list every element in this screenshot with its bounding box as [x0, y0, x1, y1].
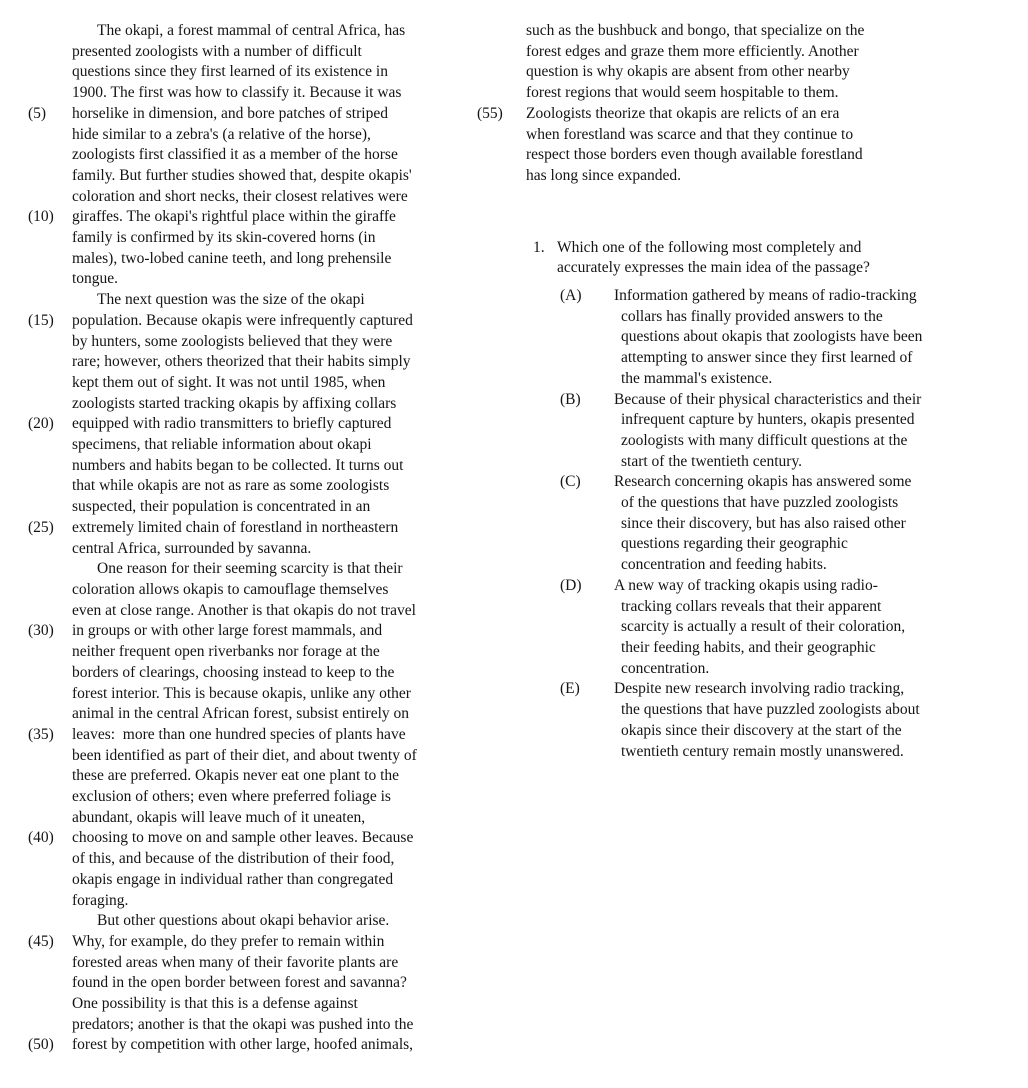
- passage-line-text: respect those borders even though available forestland: [526, 146, 863, 164]
- passage-line: [28, 249, 493, 270]
- passage-line: [28, 166, 493, 187]
- passage-line: [477, 145, 985, 166]
- line-number: [477, 145, 526, 166]
- passage-lines-left: [28, 21, 493, 1056]
- passage-line: [28, 870, 493, 891]
- passage-line: [28, 766, 493, 787]
- answer-option: [560, 679, 985, 762]
- line-number: [28, 808, 72, 829]
- passage-line-text: of this, and because of the distribution of their food,: [72, 850, 395, 868]
- passage-line: [28, 435, 493, 456]
- line-number: [28, 269, 72, 290]
- option-text-line: questions about okapis that zoologists have been: [621, 328, 923, 346]
- line-number: [28, 83, 72, 104]
- line-number: [28, 994, 72, 1015]
- passage-line: [28, 787, 493, 808]
- passage-line: [28, 145, 493, 166]
- passage-line-text: zoologists started tracking okapis by affixing collars: [72, 394, 397, 412]
- passage-line-text: kept them out of sight. It was not until 1985, when: [72, 373, 386, 391]
- line-number: [28, 62, 72, 83]
- passage-line: [477, 42, 985, 63]
- passage-line-text: numbers and habits began to be collected. It turns out: [72, 456, 404, 474]
- passage-line-text: 1900. The first was how to classify it. Because it was: [72, 84, 402, 102]
- line-number: [28, 394, 72, 415]
- line-number: [28, 435, 72, 456]
- option-text-line: Information gathered by means of radio-tracking: [614, 287, 917, 305]
- passage-line: [28, 601, 493, 622]
- passage-line-text: zoologists first classified it as a member of the horse: [72, 146, 398, 164]
- passage-line: [28, 849, 493, 870]
- passage-line-text: leaves: more than one hundred species of plants have: [72, 725, 406, 743]
- passage-line-text: forest interior. This is because okapis, unlike any other: [72, 684, 411, 702]
- passage-line-text: by hunters, some zoologists believed that they were: [72, 332, 393, 350]
- passage-line: [28, 953, 493, 974]
- line-number: [28, 870, 72, 891]
- passage-line-text: found in the open border between forest and savanna?: [72, 974, 407, 992]
- line-number: (35): [28, 725, 54, 743]
- passage-line: [28, 476, 493, 497]
- passage-line: [28, 621, 493, 642]
- passage-line-text: abundant, okapis will leave much of it uneaten,: [72, 808, 366, 826]
- passage-line: [28, 808, 493, 829]
- option-text-line: tracking collars reveals that their apparent: [621, 597, 882, 615]
- passage-line-text: presented zoologists with a number of difficult: [72, 42, 362, 60]
- right-column: [477, 21, 985, 762]
- passage-line: [28, 269, 493, 290]
- passage-line: [28, 725, 493, 746]
- passage-line: [28, 1015, 493, 1036]
- passage-line: [28, 62, 493, 83]
- passage-line: [28, 684, 493, 705]
- line-number: (40): [28, 829, 54, 847]
- passage-line-text: specimens, that reliable information about okapi: [72, 436, 372, 454]
- passage-line-text: suspected, their population is concentrated in an: [72, 498, 371, 516]
- passage-line: [28, 414, 493, 435]
- passage-line: [28, 311, 493, 332]
- passage-line: [28, 104, 493, 125]
- line-number: [28, 911, 72, 932]
- passage-line-text: central Africa, surrounded by savanna.: [72, 539, 312, 557]
- answer-options: [533, 286, 985, 762]
- line-number: [477, 42, 526, 63]
- passage-line: [28, 228, 493, 249]
- option-text-line: their feeding habits, and their geographic: [621, 638, 876, 656]
- line-number: [28, 849, 72, 870]
- line-number: (25): [28, 518, 54, 536]
- option-text-line: concentration and feeding habits.: [621, 556, 827, 574]
- passage-line: [28, 42, 493, 63]
- passage-line-text: even at close range. Another is that okapis do not travel: [72, 601, 416, 619]
- option-text-line: Research concerning okapis has answered some: [614, 473, 912, 491]
- line-number: [28, 21, 72, 42]
- passage-line-text: hide similar to a zebra's (a relative of the horse),: [72, 125, 371, 143]
- passage-line-text: these are preferred. Okapis never eat one plant to the: [72, 767, 400, 785]
- option-letter: (B): [560, 390, 581, 408]
- passage-left-column: [28, 21, 493, 1056]
- option-letter: (D): [560, 576, 582, 594]
- passage-line: [28, 663, 493, 684]
- line-number: [28, 145, 72, 166]
- option-text-line: infrequent capture by hunters, okapis presented: [621, 411, 915, 429]
- option-text-line: questions regarding their geographic: [621, 535, 848, 553]
- line-number: [477, 125, 526, 146]
- passage-line-text: question is why okapis are absent from other nearby: [526, 63, 850, 81]
- line-number: [28, 1015, 72, 1036]
- line-number: (30): [28, 622, 54, 640]
- option-letter: (A): [560, 287, 582, 305]
- passage-line: [28, 125, 493, 146]
- line-number: [477, 21, 526, 42]
- option-letter: (C): [560, 473, 581, 491]
- passage-line: [477, 21, 985, 42]
- passage-line-text: One reason for their seeming scarcity is that their: [97, 560, 403, 578]
- passage-line-text: males), two-lobed canine teeth, and long prehensile: [72, 249, 392, 267]
- line-number: (50): [28, 1036, 54, 1054]
- line-number: [28, 497, 72, 518]
- line-number: [477, 166, 526, 187]
- passage-line-text: forested areas when many of their favorite plants are: [72, 953, 399, 971]
- passage-line-text: that while okapis are not as rare as some zoologists: [72, 477, 390, 495]
- question-text: [557, 238, 985, 279]
- option-text-line: collars has finally provided answers to the: [621, 307, 883, 325]
- answer-option: [560, 286, 985, 390]
- passage-line: [28, 456, 493, 477]
- passage-line: [28, 911, 493, 932]
- passage-line-text: family is confirmed by its skin-covered horns (in: [72, 229, 376, 247]
- option-text-line: scarcity is actually a result of their coloration,: [621, 618, 906, 636]
- passage-line-text: One possibility is that this is a defense against: [72, 995, 358, 1013]
- passage-line: [28, 373, 493, 394]
- line-number: [28, 42, 72, 63]
- passage-line-text: borders of clearings, choosing instead to keep to the: [72, 663, 395, 681]
- passage-line: [477, 166, 985, 187]
- passage-line: [28, 21, 493, 42]
- answer-option: [560, 472, 985, 576]
- line-number: [28, 332, 72, 353]
- option-text-line: of the questions that have puzzled zoologists: [621, 494, 899, 512]
- passage-line: [28, 207, 493, 228]
- passage-line-text: in groups or with other large forest mammals, and: [72, 622, 383, 640]
- answer-option: [560, 576, 985, 680]
- line-number: [28, 580, 72, 601]
- line-number: [28, 187, 72, 208]
- passage-line-text: family. But further studies showed that, despite okapis': [72, 166, 412, 184]
- passage-line: [28, 518, 493, 539]
- question-text-line: Which one of the following most completely and: [557, 238, 862, 256]
- passage-line-text: population. Because okapis were infrequently captured: [72, 311, 413, 329]
- passage-line: [28, 891, 493, 912]
- option-text: [614, 679, 985, 762]
- passage-line-text: such as the bushbuck and bongo, that specialize on the: [526, 22, 865, 39]
- option-text: [614, 472, 985, 576]
- question-number: 1.: [533, 238, 545, 256]
- passage-line-text: has long since expanded.: [526, 166, 681, 184]
- passage-line: [28, 642, 493, 663]
- line-number: (10): [28, 208, 54, 226]
- passage-line-text: But other questions about okapi behavior arise.: [97, 912, 390, 930]
- line-number: [28, 290, 72, 311]
- line-number: [28, 249, 72, 270]
- option-text-line: Despite new research involving radio tracking,: [614, 680, 905, 698]
- passage-line: [28, 332, 493, 353]
- line-number: [28, 456, 72, 477]
- passage-line: [28, 290, 493, 311]
- passage-line-text: forest edges and graze them more efficiently. Another: [526, 42, 859, 60]
- line-number: [28, 559, 72, 580]
- passage-line-text: extremely limited chain of forestland in northeastern: [72, 518, 399, 536]
- passage-line-text: giraffes. The okapi's rightful place within the giraffe: [72, 208, 396, 226]
- line-number: [28, 476, 72, 497]
- line-number: [28, 125, 72, 146]
- passage-line-text: predators; another is that the okapi was pushed into the: [72, 1015, 414, 1033]
- option-text-line: attempting to answer since they first learned of: [621, 349, 913, 367]
- passage-line-text: forest regions that would seem hospitable to them.: [526, 84, 839, 102]
- line-number: (20): [28, 415, 54, 433]
- line-number: [28, 601, 72, 622]
- passage-line: [28, 83, 493, 104]
- line-number: [28, 352, 72, 373]
- option-text: [614, 390, 985, 473]
- passage-line: [477, 62, 985, 83]
- passage-line: [28, 394, 493, 415]
- passage-line: [28, 932, 493, 953]
- line-number: [28, 228, 72, 249]
- line-number: [28, 373, 72, 394]
- passage-line-text: Why, for example, do they prefer to remain within: [72, 932, 385, 950]
- passage-line: [28, 539, 493, 560]
- passage-line: [28, 973, 493, 994]
- line-number: (55): [477, 104, 503, 122]
- passage-line-text: exclusion of others; even where preferred foliage is: [72, 788, 391, 806]
- line-number: [28, 663, 72, 684]
- line-number: [28, 787, 72, 808]
- line-number: [28, 539, 72, 560]
- passage-line-text: Zoologists theorize that okapis are relicts of an era: [526, 104, 840, 122]
- line-number: [28, 642, 72, 663]
- line-number: [28, 766, 72, 787]
- passage-lines-right: [477, 21, 985, 187]
- question-text-line: accurately expresses the main idea of the passage?: [557, 259, 870, 277]
- passage-line-text: coloration allows okapis to camouflage themselves: [72, 580, 389, 598]
- passage-line-text: questions since they first learned of its existence in: [72, 63, 388, 81]
- line-number: [28, 166, 72, 187]
- option-text-line: zoologists with many difficult questions at the: [621, 431, 908, 449]
- passage-line: [477, 83, 985, 104]
- option-text-line: Because of their physical characteristics and their: [614, 390, 922, 408]
- line-number: [477, 62, 526, 83]
- passage-line-text: The okapi, a forest mammal of central Africa, has: [97, 22, 406, 39]
- passage-line: [28, 187, 493, 208]
- option-text-line: A new way of tracking okapis using radio-: [614, 576, 878, 594]
- option-text: [614, 576, 985, 680]
- passage-line-text: foraging.: [72, 891, 129, 909]
- passage-line: [477, 104, 985, 125]
- option-text-line: twentieth century remain mostly unanswered.: [621, 742, 904, 760]
- option-text-line: since their discovery, but has also raised other: [621, 514, 906, 532]
- line-number: [477, 83, 526, 104]
- line-number: [28, 746, 72, 767]
- passage-line: [477, 125, 985, 146]
- option-text-line: okapis since their discovery at the start of the: [621, 721, 902, 739]
- line-number: [28, 891, 72, 912]
- passage-line-text: when forestland was scarce and that they continue to: [526, 125, 854, 143]
- passage-line: [28, 746, 493, 767]
- line-number: (5): [28, 104, 47, 122]
- passage-line-text: The next question was the size of the okapi: [97, 291, 365, 309]
- passage-line-text: neither frequent open riverbanks nor forage at the: [72, 643, 380, 661]
- passage-line: [28, 580, 493, 601]
- answer-option: [560, 390, 985, 473]
- option-text-line: start of the twentieth century.: [621, 452, 803, 470]
- passage-line-text: equipped with radio transmitters to briefly captured: [72, 415, 392, 433]
- option-text-line: the questions that have puzzled zoologists about: [621, 701, 920, 719]
- line-number: (45): [28, 932, 54, 950]
- passage-line: [28, 994, 493, 1015]
- line-number: [28, 704, 72, 725]
- passage-line: [28, 559, 493, 580]
- option-text-line: the mammal's existence.: [621, 369, 773, 387]
- option-text-line: concentration.: [621, 659, 710, 677]
- line-number: [28, 953, 72, 974]
- passage-line-text: been identified as part of their diet, and about twenty of: [72, 746, 417, 764]
- passage-line-text: coloration and short necks, their closest relatives were: [72, 187, 408, 205]
- passage-line: [28, 1035, 493, 1056]
- passage-line-text: tongue.: [72, 270, 119, 288]
- question-stem: [533, 238, 985, 279]
- option-letter: (E): [560, 680, 580, 698]
- passage-line-text: choosing to move on and sample other leaves. Because: [72, 829, 414, 847]
- passage-line: [28, 497, 493, 518]
- passage-line-text: rare; however, others theorized that their habits simply: [72, 353, 411, 371]
- question-block: [477, 238, 985, 763]
- passage-line: [28, 828, 493, 849]
- option-text: [614, 286, 985, 390]
- passage-line: [28, 352, 493, 373]
- line-number: (15): [28, 311, 54, 329]
- passage-line-text: animal in the central African forest, subsist entirely on: [72, 705, 410, 723]
- line-number: [28, 684, 72, 705]
- line-number: [28, 973, 72, 994]
- passage-line-text: okapis engage in individual rather than congregated: [72, 870, 394, 888]
- passage-line-text: horselike in dimension, and bore patches of striped: [72, 104, 388, 122]
- passage-line: [28, 704, 493, 725]
- passage-line-text: forest by competition with other large, hoofed animals,: [72, 1036, 414, 1054]
